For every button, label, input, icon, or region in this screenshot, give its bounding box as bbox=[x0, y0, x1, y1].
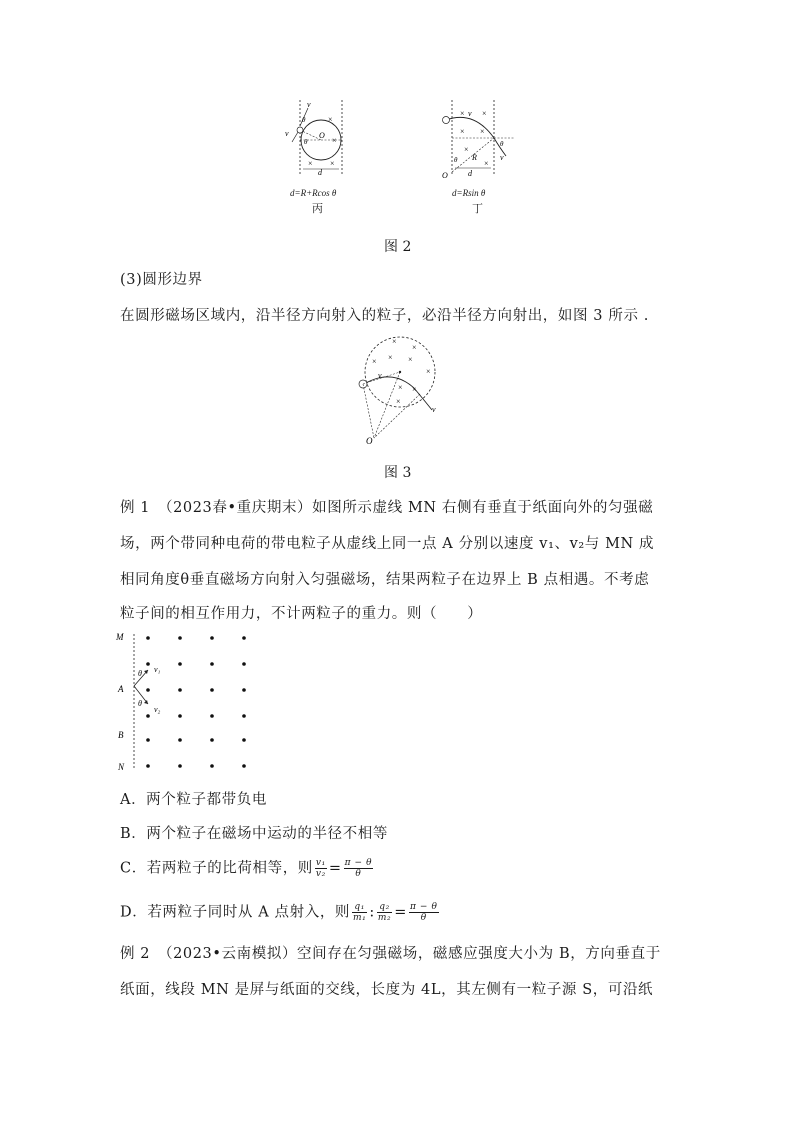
fraction-q2-m2: $\frac{\text{q₂}}{\text{m₂}}$ bbox=[377, 902, 392, 923]
example-1-line-1: 例 1 （2023春•重庆期末）如图所示虚线 MN 右侧有垂直于纸面向外的匀强磁 bbox=[120, 500, 654, 516]
svg-text:×: × bbox=[328, 115, 333, 124]
svg-text:×: × bbox=[332, 136, 337, 145]
svg-text:×: × bbox=[480, 127, 485, 136]
option-b: B．两个粒子在磁场中运动的半径不相等 bbox=[120, 826, 388, 842]
example-1-line-3: 相同角度θ垂直磁场方向射入匀强磁场，结果两粒子在边界上 B 点相遇。不考虑 bbox=[120, 572, 650, 588]
svg-text:v: v bbox=[468, 109, 472, 118]
svg-text:O: O bbox=[442, 171, 448, 180]
svg-text:R: R bbox=[472, 153, 477, 162]
figure-2-left-label: 丙 bbox=[312, 202, 323, 215]
example-1-line-2: 场，两个带同种电荷的带电粒子从虚线上同一点 A 分别以速度 v₁、v₂与 MN 成 bbox=[120, 536, 655, 552]
svg-text:d: d bbox=[468, 169, 472, 178]
figure-2-caption: 图 2 bbox=[384, 239, 412, 255]
section-3-heading: (3)圆形边界 bbox=[120, 272, 203, 288]
svg-text:×: × bbox=[330, 159, 335, 168]
svg-text:θ: θ bbox=[500, 140, 504, 148]
figure-2-left-diagram bbox=[278, 96, 360, 184]
svg-text:×: × bbox=[398, 383, 403, 392]
svg-text:×: × bbox=[482, 109, 487, 118]
svg-text:θ: θ bbox=[302, 116, 306, 124]
svg-text:×: × bbox=[464, 145, 469, 154]
svg-text:v: v bbox=[432, 405, 436, 414]
svg-text:×: × bbox=[388, 353, 393, 362]
svg-text:×: × bbox=[372, 357, 377, 366]
left-v-side: v bbox=[285, 129, 289, 138]
example-2-line-1: 例 2 （2023•云南模拟）空间存在匀强磁场，磁感应强度大小为 B，方向垂直于 bbox=[120, 946, 661, 962]
label-M: M bbox=[116, 632, 124, 642]
svg-text:v: v bbox=[378, 371, 382, 380]
svg-text:×: × bbox=[308, 159, 313, 168]
svg-text:v₁: v₁ bbox=[154, 665, 161, 674]
figure-3-caption: 图 3 bbox=[384, 465, 412, 481]
example-1-field-diagram bbox=[114, 628, 264, 774]
svg-text:×: × bbox=[426, 367, 431, 376]
svg-text:×: × bbox=[392, 337, 397, 346]
figure-2-left-formula: d=R+Rcos θ bbox=[290, 188, 337, 198]
figure-2-right-label: 丁 bbox=[472, 202, 483, 215]
svg-text:θ: θ bbox=[454, 156, 458, 164]
fraction-pi-minus-theta: $\frac{\pi - \theta}{\theta}$ bbox=[344, 858, 373, 879]
option-d: D．若两粒子同时从 A 点射入，则 $\frac{\text{q₁}}{\text{m₁}}$ : $\frac{\text{q₂}}{\text{m₂}}$ = $\frac{\pi - \theta}{\theta}$ bbox=[120, 902, 438, 923]
fraction-v1-v2: $\frac{\text{v₁}}{\text{v₂}}$ bbox=[315, 858, 326, 879]
svg-text:×: × bbox=[460, 127, 465, 136]
figure-2-right-diagram bbox=[438, 96, 520, 184]
svg-text:θ: θ bbox=[138, 669, 142, 678]
option-a: A．两个粒子都带负电 bbox=[120, 792, 267, 808]
option-c: C．若两粒子的比荷相等，则 $\frac{\text{v₁}}{\text{v₂}}$ = $\frac{\pi - \theta}{\theta}$ bbox=[120, 858, 373, 879]
svg-text:×: × bbox=[408, 355, 413, 364]
svg-text:O: O bbox=[319, 131, 325, 140]
svg-text:v: v bbox=[500, 153, 504, 162]
example-1-line-4: 粒子间的相互作用力，不计两粒子的重力。则（ ） bbox=[120, 606, 483, 622]
svg-text:θ: θ bbox=[138, 699, 142, 708]
svg-text:×: × bbox=[412, 385, 417, 394]
label-N: N bbox=[118, 762, 125, 772]
svg-text:v₂: v₂ bbox=[154, 705, 161, 714]
svg-text:×: × bbox=[460, 109, 465, 118]
left-v-top: v bbox=[307, 100, 311, 109]
svg-text:θ: θ bbox=[304, 138, 308, 146]
svg-text:×: × bbox=[412, 343, 417, 352]
figure-2-right-formula: d=Rsin θ bbox=[452, 188, 486, 198]
figure-3-diagram bbox=[352, 334, 448, 446]
fraction-q1-m1: $\frac{\text{q₁}}{\text{m₁}}$ bbox=[353, 902, 367, 923]
example-2-line-2: 纸面，线段 MN 是屏与纸面的交线，长度为 4L，其左侧有一粒子源 S，可沿纸 bbox=[120, 982, 654, 998]
label-B: B bbox=[118, 730, 124, 740]
svg-text:×: × bbox=[396, 397, 401, 406]
fraction-pi-minus-theta-d: $\frac{\pi - \theta}{\theta}$ bbox=[409, 902, 438, 923]
section-3-text: 在圆形磁场区域内，沿半径方向射入的粒子，必沿半径方向射出，如图 3 所示 . bbox=[120, 308, 649, 324]
svg-text:O: O bbox=[366, 436, 373, 446]
svg-text:×: × bbox=[484, 159, 489, 168]
label-A: A bbox=[118, 684, 124, 694]
svg-text:d: d bbox=[318, 168, 322, 177]
